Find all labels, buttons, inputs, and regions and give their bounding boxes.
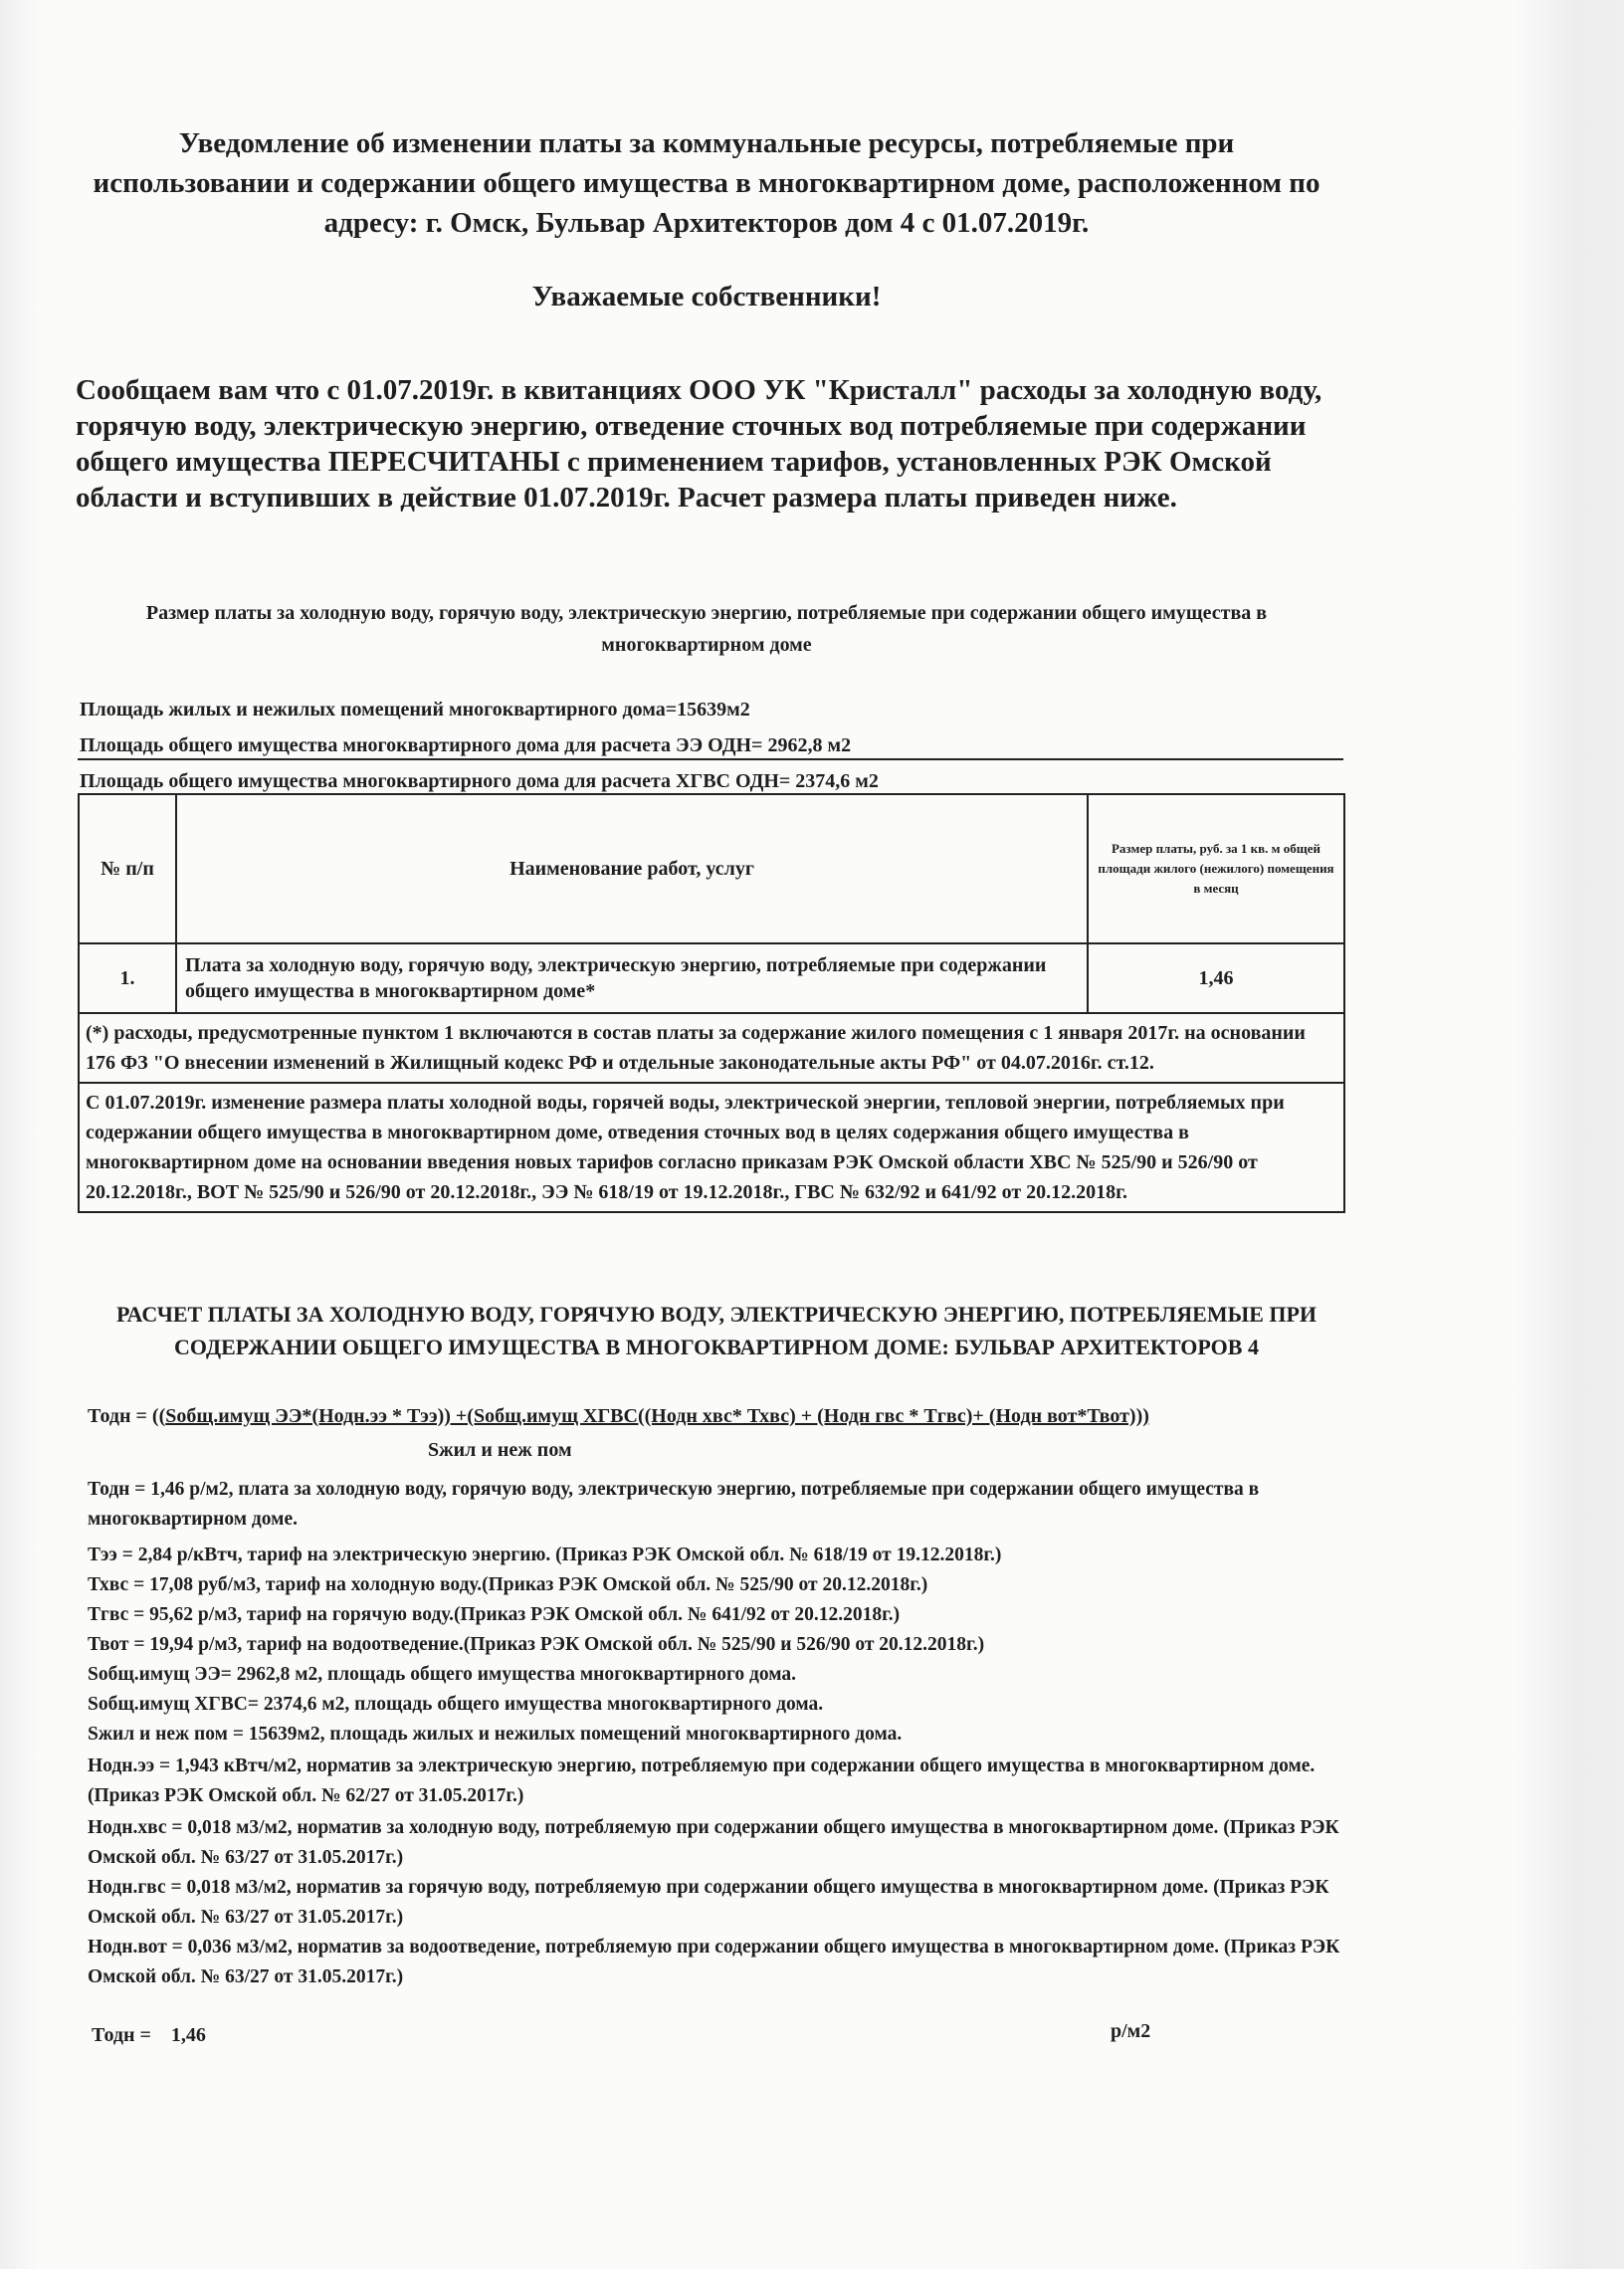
calculation-title: РАСЧЕТ ПЛАТЫ ЗА ХОЛОДНУЮ ВОДУ, ГОРЯЧУЮ ВОДУ, ЭЛЕКТРИЧЕСКУЮ ЭНЕРГИЮ, ПОТРЕБЛЯЕМЫЕ ПРИ СОДЕРЖАНИИ ОБЩЕГО ИМУЩЕСТВА В МНОГОКВАРТИРНОМ ДОМЕ: БУЛЬВАР АРХИТЕКТОРОВ 4	[115, 1302, 1318, 1359]
definition-nvot: Нодн.вот = 0,036 м3/м2, норматив за водоотведение, потребляемую при содержании общего имущества в многоквартирном доме. (Приказ РЭК Омской обл. № 63/27 от 31.05.2017г.)	[88, 1937, 1340, 1987]
section-title: Размер платы за холодную воду, горячую воду, электрическую энергию, потребляемые при содержании общего имущества в многоквартирном доме	[145, 602, 1268, 656]
row-no: 1.	[79, 943, 176, 1013]
formula-numerator: Sобщ.имущ ЭЭ*(Нодн.ээ * Тээ)) +(Sобщ.имущ ХГВС((Нодн хвс* Тхвс) + (Нодн гвс * Тгвс)+ (Нодн вот*Твот)))	[165, 1405, 1149, 1427]
notice-title: Уведомление об изменении платы за коммунальные ресурсы, потребляемые при использовании и содержании общего имущества в многоквартирном доме, расположенном по адресу: г. Омск, Бульвар Архитекторов дом 4 с 01.07.2019г.	[93, 127, 1320, 239]
definition-tgvs: Тгвс = 95,62 р/м3, тариф на горячую воду.(Приказ РЭК Омской обл. № 641/92 от 20.12.2018г.)	[88, 1604, 901, 1625]
result-unit: р/м2	[1111, 2020, 1151, 2042]
formula-prefix: Тодн = ((	[88, 1405, 166, 1427]
greeting: Уважаемые собственники!	[531, 281, 882, 312]
definition-szhil: Sжил и неж пом = 15639м2, площадь жилых и нежилых помещений многоквартирного дома.	[88, 1724, 903, 1745]
result-value: Тодн = 1,46	[92, 2024, 206, 2046]
scan-shadow-left	[0, 0, 40, 2269]
intro-paragraph: Сообщаем вам что с 01.07.2019г. в квитанциях ООО УК "Кристалл" расходы за холодную воду, горячую воду, электрическую энергию, отведение сточных вод потребляемые при содержании общего имущества ПЕРЕСЧИТАНЫ с применением тарифов, установленных РЭК Омской области и вступивших в действие 01.07.2019г. Расчет размера платы приведен ниже.	[76, 374, 1322, 514]
definition-see: Sобщ.имущ ЭЭ= 2962,8 м2, площадь общего имущества многоквартирного дома.	[88, 1664, 796, 1685]
area-hgvs-line: Площадь общего имущества многоквартирного дома для расчета ХГВС ОДН= 2374,6 м2	[80, 770, 879, 792]
definition-shgvs: Sобщ.имущ ХГВС= 2374,6 м2, площадь общего имущества многоквартирного дома.	[88, 1694, 824, 1715]
table-note-row	[79, 1013, 1344, 1083]
definition-nhvs: Нодн.хвс = 0,018 м3/м2, норматив за холодную воду, потребляемую при содержании общего имущества в многоквартирном доме. (Приказ РЭК Омской обл. № 63/27 от 31.05.2017г.)	[88, 1817, 1339, 1868]
definition-thvs: Тхвс = 17,08 руб/м3, тариф на холодную воду.(Приказ РЭК Омской обл. № 525/90 от 20.12.2018г.)	[88, 1574, 928, 1595]
formula	[88, 1405, 1149, 1428]
scan-shadow-right	[1515, 0, 1624, 2269]
row-name: Плата за холодную воду, горячую воду, электрическую энергию, потребляемые при содержании общего имущества в многоквартирном доме*	[176, 943, 1088, 1013]
definition-todn: Тодн = 1,46 р/м2, плата за холодную воду, горячую воду, электрическую энергию, потребляемые при содержании общего имущества в многоквартирном доме.	[88, 1479, 1260, 1530]
area-living-line: Площадь жилых и нежилых помещений многоквартирного дома=15639м2	[80, 699, 750, 721]
footnote: (*) расходы, предусмотренные пунктом 1 включаются в состав платы за содержание жилого помещения с 1 января 2017г. на основании 176 ФЗ "О внесении изменений в Жилищный кодекс РФ и отдельные законодательные акты РФ" от 04.07.2016г. ст.12.	[79, 1013, 1344, 1083]
fee-table	[78, 793, 1345, 1213]
table-row	[79, 943, 1344, 1013]
formula-denominator: Sжил и неж пом	[428, 1439, 572, 1461]
definition-tvot: Твот = 19,94 р/м3, тариф на водоотведение.(Приказ РЭК Омской обл. № 525/90 и 526/90 от 20.12.2018г.)	[88, 1634, 985, 1655]
table-header-row	[79, 794, 1344, 943]
row-amount: 1,46	[1088, 943, 1344, 1013]
header-name: Наименование работ, услуг	[176, 794, 1088, 943]
definition-tee: Тээ = 2,84 р/кВтч, тариф на электрическую энергию. (Приказ РЭК Омской обл. № 618/19 от 19.12.2018г.)	[88, 1545, 1002, 1565]
definition-nee: Нодн.ээ = 1,943 кВтч/м2, норматив за электрическую энергию, потребляемую при содержании общего имущества в многоквартирном доме.(Приказ РЭК Омской обл. № 62/27 от 31.05.2017г.)	[88, 1755, 1316, 1806]
header-no: № п/п	[79, 794, 176, 943]
header-amount: Размер платы, руб. за 1 кв. м общей площади жилого (нежилого) помещения в месяц	[1088, 794, 1344, 943]
table-note-row	[79, 1083, 1344, 1212]
divider	[78, 758, 1343, 760]
definition-ngvs: Нодн.гвс = 0,018 м3/м2, норматив за горячую воду, потребляемую при содержании общего имущества в многоквартирном доме. (Приказ РЭК Омской обл. № 63/27 от 31.05.2017г.)	[88, 1877, 1329, 1928]
change-note: С 01.07.2019г. изменение размера платы холодной воды, горячей воды, электрической энергии, тепловой энергии, потребляемых при содержании общего имущества в многоквартирном доме, отведения сточных вод в целях содержания общего имущества в многоквартирном доме на основании введения новых тарифов согласно приказам РЭК Омской области ХВС № 525/90 и 526/90 от 20.12.2018г., ВОТ № 525/90 и 526/90 от 20.12.2018г., ЭЭ № 618/19 от 19.12.2018г., ГВС № 632/92 и 641/92 от 20.12.2018г.	[79, 1083, 1344, 1212]
area-ee-line: Площадь общего имущества многоквартирного дома для расчета ЭЭ ОДН= 2962,8 м2	[80, 734, 852, 756]
